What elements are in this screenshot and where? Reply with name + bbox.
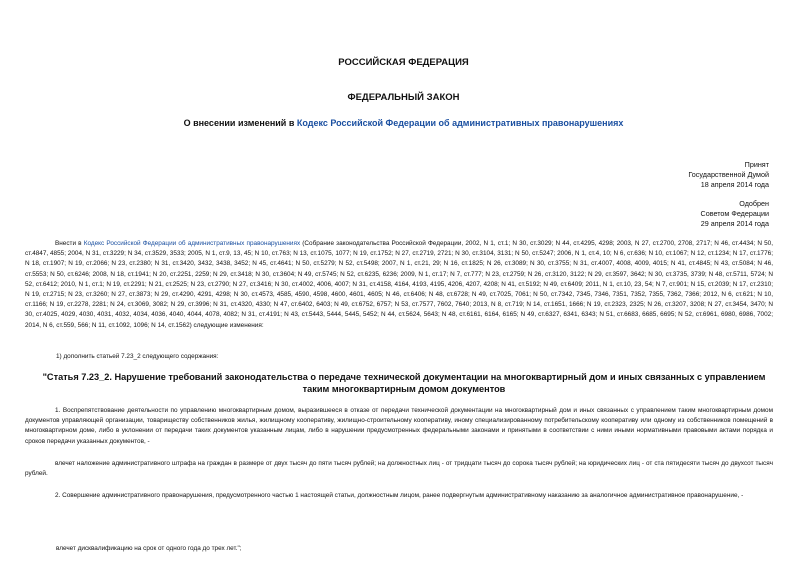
adopted-line2: Государственной Думой [688, 170, 769, 179]
adopted-date: 18 апреля 2014 года [700, 180, 769, 189]
approved-block [701, 199, 769, 229]
article-title: "Статья 7.23_2. Нарушение требований законодательства о передаче технической документации на многоквартирный дом и иных связанных с управлением таким многоквартирным домом документов [42, 372, 766, 394]
country-heading: РОССИЙСКАЯ ФЕДЕРАЦИЯ [338, 57, 469, 68]
doc-type-heading: ФЕДЕРАЛЬНЫЙ ЗАКОН [347, 92, 460, 103]
intro-text: (Собрание законодательства Российской Федерации, 2002, N 1, ст.1; N 30, ст.3029; N 44, ст.4295, 4298; 2003, N 27, ст.2700, 2708, 2717; N 46, ст.4434; N 50, ст.4847, 4855; 2004, N 31, ст.3229; N 34, ст.3529, 3533; 2005, N 1, ст.9, 13, 45; N 10, ст.763; N 13, ст.1075, 1077; N 19, ст.1752; N 27, ст.2719, 2721; N 30, ст.3104, 3131; N 50, ст.5247; 2006, N 1, ст.4, 10; N 6, ст.636; N 10, ст.1067; N 12, ст.1234; N 17, ст.1776; N 18, ст.1907; N 19, ст.2066; N 23, ст.2380; N 31, ст.3420, 3432, 3438, 3452; N 45, ст.4641; N 50, ст.5279; N 52, ст.5498; 2007, N 1, ст.21, 29; N 16, ст.1825; N 26, ст.3089; N 30, ст.3755; N 31, ст.4007, 4008, 4009, 4015; N 41, ст.4845; N 43, ст.5084; N 46, ст.5553; N 50, ст.6246; 2008, N 18, ст.1941; N 20, ст.2251, 2259; N 29, ст.3418; N 30, ст.3604; N 49, ст.5745; N 52, ст.6235, 6236; 2009, N 1, ст.17; N 7, ст.777; N 23, ст.2759; N 26, ст.3120, 3122; N 29, ст.3597, 3642; N 30, ст.3735, 3739; N 48, ст.5711, 5724; N 52, ст.6412; 2010, N 1, ст.1; N 19, ст.2291; N 21, ст.2525; N 23, ст.2790; N 27, ст.3416; N 30, ст.4002, 4006, 4007; N 31, ст.4158, 4164, 4193, 4195, 4206, 4207, 4208; N 41, ст.5192; N 49, ст.6409; 2011, N 1, ст.10, 23, 54; N 7, ст.901; N 15, ст.2039; N 17, ст.2310; N 19, ст.2715; N 23, ст.3260; N 27, ст.3873; N 29, ст.4290, 4291, 4298; N 30, ст.4573, 4585, 4590, 4598, 4600, 4601, 4605; N 46, ст.6406; N 48, ст.6728; N 49, ст.7025, 7061; N 50, ст.7342, 7345, 7346, 7351, 7352, 7355, 7362, 7366; 2012, N 6, ст.621; N 10, ст.1166; N 19, ст.2278, 2281; N 24, ст.3069, 3082; N 29, ст.3996; N 31, ст.4320, 4330; N 47, ст.6402, 6403; N 49, ст.6752, 6757; N 53, ст.7577, 7602, 7640; 2013, N 8, ст.719; N 14, ст.1651, 1666; N 19, ст.2323, 2325; N 26, ст.3207, 3208; N 27, ст.3454, 3470; N 30, ст.4025, 4029, 4030, 4031, 4032, 4034, 4036, 4040, 4044, 4078, 4082; N 31, ст.4191; N 43, ст.5443, 5444, 5445, 5452; N 44, ст.5624, 5643; N 48, ст.6161, 6164, 6165; N 49, ст.6327, 6341, 6343; N 51, ст.6683, 6685, 6695; N 52, ст.6961, 6980, 6986, 7002; 2014, N 6, ст.559, 566; N 11, ст.1092, 1096; N 14, ст.1562) следующие изменения: [25, 240, 773, 329]
intro-paragraph [25, 239, 773, 331]
intro-prefix: Внести в [55, 240, 82, 247]
adopted-line1: Принят [744, 160, 769, 169]
approved-line1: Одобрен [739, 199, 769, 208]
law-title-prefix: О внесении изменений в [183, 118, 295, 128]
approved-line2: Советом Федерации [700, 209, 769, 218]
codex-link[interactable]: Кодекс Российской Федерации об административных правонарушениях [296, 118, 624, 128]
paragraph-penalty-1: влечет наложение административного штрафа на граждан в размере от двух тысяч до пяти тысяч рублей; на должностных лиц - от тридцати тысяч до сорока тысяч рублей; на юридических лиц - от ста пятидесяти тысяч до двухсот тысяч рублей. [25, 460, 773, 478]
approved-date: 29 апреля 2014 года [700, 219, 769, 228]
item-1: 1) дополнить статьей 7.23_2 следующего содержания: [56, 353, 219, 360]
intro-codex-link[interactable]: Кодекс Российской Федерации об административных правонарушениях [83, 240, 301, 247]
paragraph-2: 2. Совершение административного правонарушения, предусмотренного частью 1 настоящей статьи, должностным лицом, ранее подвергнутым административному наказанию за аналогичное административное правонарушение, - [55, 492, 744, 499]
paragraph-penalty-2: влечет дисквалификацию на срок от одного года до трех лет."; [56, 545, 242, 552]
paragraph-1: 1. Воспрепятствование деятельности по управлению многоквартирным домом, выразившееся в отказе от передачи технической документации на многоквартирный дом и иных связанных с управлением таким многоквартирным домом документов управляющей организации, товариществу собственников жилья, жилищному кооперативу, жилищно-строительному кооперативу, иному специализированному потребительскому кооперативу или одному из собственников помещений в многоквартирном доме, либо в уклонении от передачи таких документов указанным лицам, либо в нарушении предусмотренных федеральными законами и принятыми в соответствии с ними иными нормативными правовыми актами порядка и сроков передачи указанных документов, - [25, 407, 773, 445]
law-title [0, 118, 807, 128]
adopted-block [688, 160, 769, 190]
